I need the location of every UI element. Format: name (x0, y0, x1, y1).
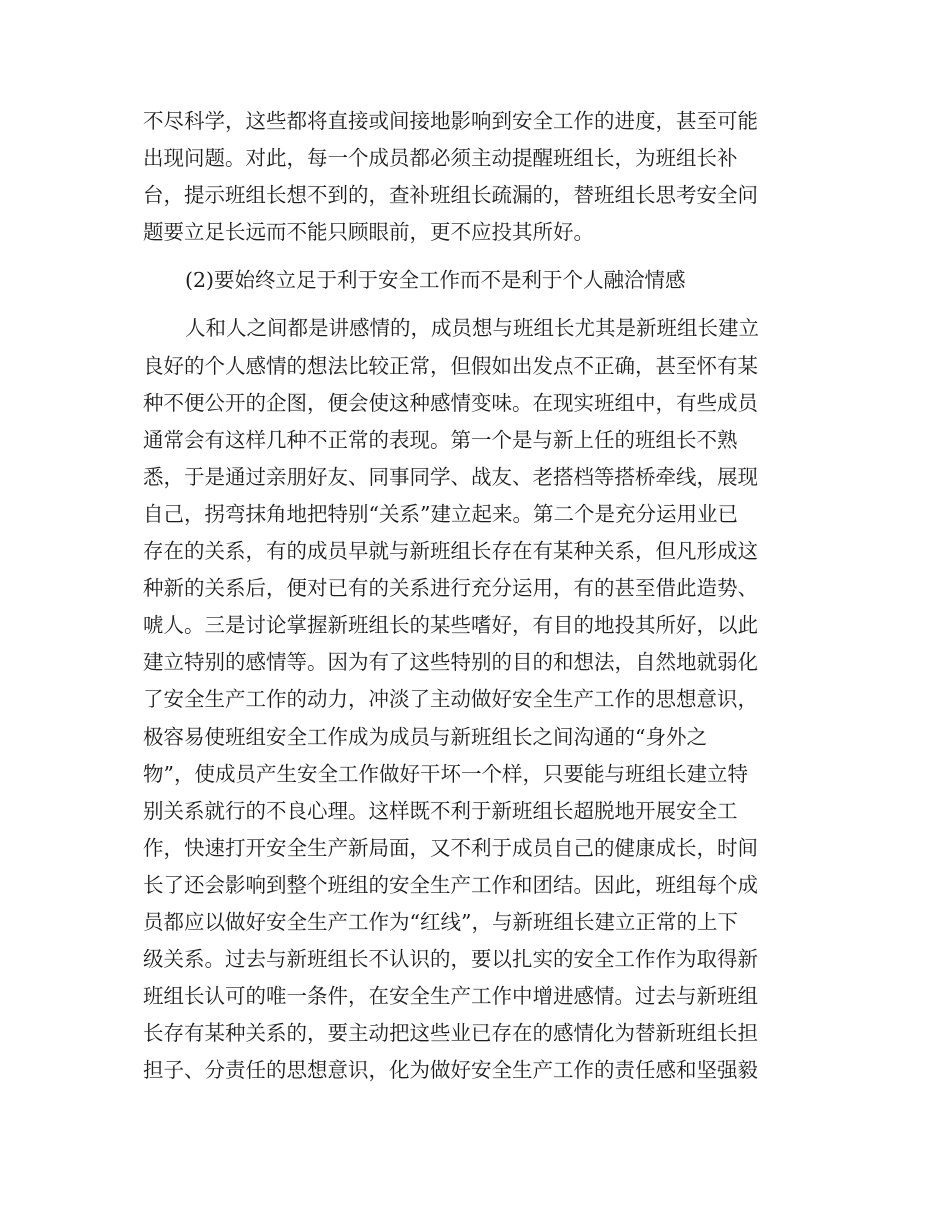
text-line: 建立特别的感情等。因为有了这些特别的目的和想法，自然地就弱化 (143, 650, 758, 675)
text-line: 台，提示班组长想不到的，查补班组长疏漏的，替班组长思考安全问 (143, 183, 758, 208)
text-line: 级关系。过去与新班组长不认识的，要以扎实的安全工作作为取得新 (143, 947, 758, 972)
text-line: 别关系就行的不良心理。这样既不利于新班组长超脱地开展安全工 (143, 798, 738, 823)
text-line: 唬人。三是讨论掌握新班组长的某些嗜好，有目的地投其所好，以此 (143, 613, 758, 638)
text-line: 物”，使成员产生安全工作做好干坏一个样，只要能与班组长建立特 (143, 761, 748, 786)
text-line: 班组长认可的唯一条件，在安全生产工作中增进感情。过去与新班组 (143, 984, 758, 1009)
text-line: 存在的关系，有的成员早就与新班组长存在有某种关系，但凡形成这 (143, 539, 758, 564)
text-line: 极容易使班组安全工作成为成员与新班组长之间沟通的“身外之 (143, 724, 707, 749)
text-line: 良好的个人感情的想法比较正常，但假如出发点不正确，甚至怀有某 (143, 353, 758, 378)
text-line: 题要立足长远而不能只顾眼前，更不应投其所好。 (143, 220, 594, 245)
text-line: 不尽科学，这些都将直接或间接地影响到安全工作的进度，甚至可能 (143, 109, 758, 133)
text-line: 了安全生产工作的动力，冲淡了主动做好安全生产工作的思想意识， (143, 687, 758, 712)
text-line: (2)要始终立足于利于安全工作而不是利于个人融洽情感 (185, 268, 686, 293)
text-line: 长了还会影响到整个班组的安全生产工作和团结。因此，班组每个成 (143, 872, 758, 897)
text-line: 通常会有这样几种不正常的表现。第一个是与新上任的班组长不熟 (143, 427, 738, 452)
text-line: 出现问题。对此，每一个成员都必须主动提醒班组长，为班组长补 (143, 146, 738, 171)
body-text (143, 103, 950, 1089)
paragraph-gap (143, 251, 950, 262)
text-line: 人和人之间都是讲感情的，成员想与班组长尤其是新班组长建立 (185, 316, 759, 341)
text-line: 员都应以做好安全生产工作为“红线”，与新班组长建立正常的上下 (143, 909, 738, 934)
text-line: 担子、分责任的思想意识，化为做好安全生产工作的责任感和坚强毅 (143, 1058, 758, 1083)
text-line: 自己，拐弯抹角地把特别“关系”建立起来。第二个是充分运用业已 (143, 501, 738, 526)
paragraph (143, 310, 950, 1089)
text-line: 种不便公开的企图，便会使这种感情变味。在现实班组中，有些成员 (143, 390, 758, 415)
text-line: 种新的关系后，便对已有的关系进行充分运用，有的甚至借此造势、 (143, 576, 758, 601)
text-line: 悉，于是通过亲朋好友、同事同学、战友、老搭档等搭桥牵线，展现 (143, 464, 758, 489)
section-heading (143, 262, 950, 299)
text-line: 长存有某种关系的，要主动把这些业已存在的感情化为替新班组长担 (143, 1021, 758, 1046)
paragraph (143, 103, 950, 251)
text-line: 作，快速打开安全生产新局面，又不利于成员自己的健康成长，时间 (143, 835, 758, 860)
paragraph-gap (143, 299, 950, 310)
